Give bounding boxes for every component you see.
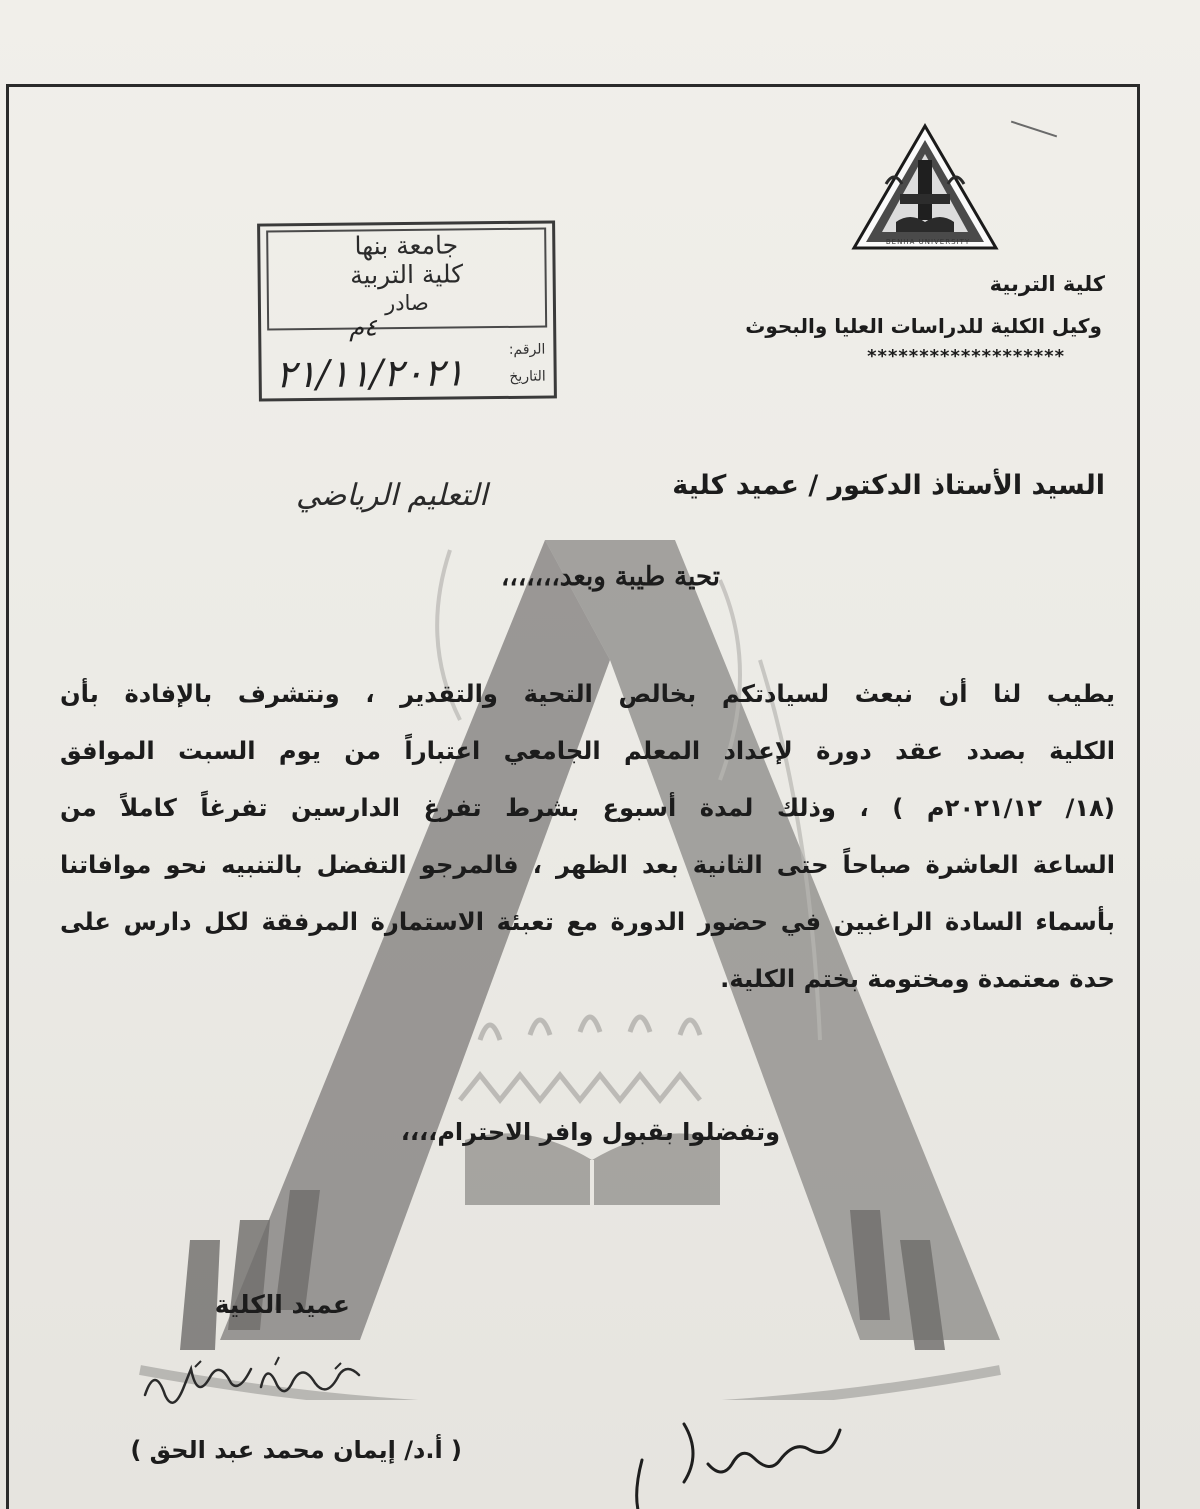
- addressee-line: السيد الأستاذ الدكتور / عميد كلية: [672, 470, 1105, 501]
- body-line: الساعة العاشرة صباحاً حتى الثانية بعد الظهر ، فالمرجو التفضل بالتنبيه نحو موافاتنا: [60, 851, 1115, 879]
- stamp-handwritten-date: ٢١/١١/٢٠٢١: [275, 350, 465, 397]
- body-line: يطيب لنا أن نبعث لسيادتكم بخالص التحية والتقدير ، ونتشرف بالإفادة بأن: [60, 680, 1115, 708]
- stamp-number-label: الرقم:: [508, 341, 546, 358]
- header-separator: *******************: [867, 346, 1065, 367]
- stamp-college: كلية التربية: [350, 259, 464, 290]
- outgoing-stamp: [257, 220, 557, 401]
- body-line: حدة معتمدة ومختومة بختم الكلية.: [720, 965, 1115, 993]
- greeting: تحية طيبة وبعد،،،،،،،: [501, 562, 720, 592]
- stamp-outgoing-label: صادر: [384, 290, 429, 316]
- handwritten-signature: [135, 1345, 385, 1425]
- logo-caption: BENHA UNIVERSITY: [885, 238, 971, 246]
- vice-dean-title: وكيل الكلية للدراسات العليا والبحوث: [745, 314, 1102, 338]
- dean-title: عميد الكلية: [214, 1290, 350, 1319]
- handwritten-annotation: [590, 1400, 870, 1509]
- college-name: كلية التربية: [989, 272, 1105, 296]
- benha-university-logo: [850, 122, 1000, 254]
- stamp-university: جامعة بنها: [354, 230, 459, 261]
- letter-body: [60, 666, 1115, 1008]
- closing-line: وتفضلوا بقبول وافر الاحترام،،،،: [400, 1118, 780, 1146]
- stamp-header-box: [266, 228, 547, 331]
- stamp-date-label: التاريخ: [509, 368, 546, 385]
- stamp-handwritten-number: ٤م: [349, 313, 378, 342]
- body-line: (١٨/ ٢٠٢١/١٢م ) ، وذلك لمدة أسبوع بشرط تفرغ الدارسين تفرغاً كاملاً من: [60, 794, 1115, 822]
- body-line: الكلية بصدد عقد دورة لإعداد المعلم الجامعي اعتباراً من يوم السبت الموافق: [60, 737, 1115, 765]
- dean-name: ( أ.د/ إيمان محمد عبد الحق ): [130, 1436, 462, 1464]
- addressee-handwritten: التعليم الرياضي: [296, 478, 488, 513]
- body-line: بأسماء السادة الراغبين في حضور الدورة مع تعبئة الاستمارة المرفقة لكل دارس على: [60, 908, 1115, 936]
